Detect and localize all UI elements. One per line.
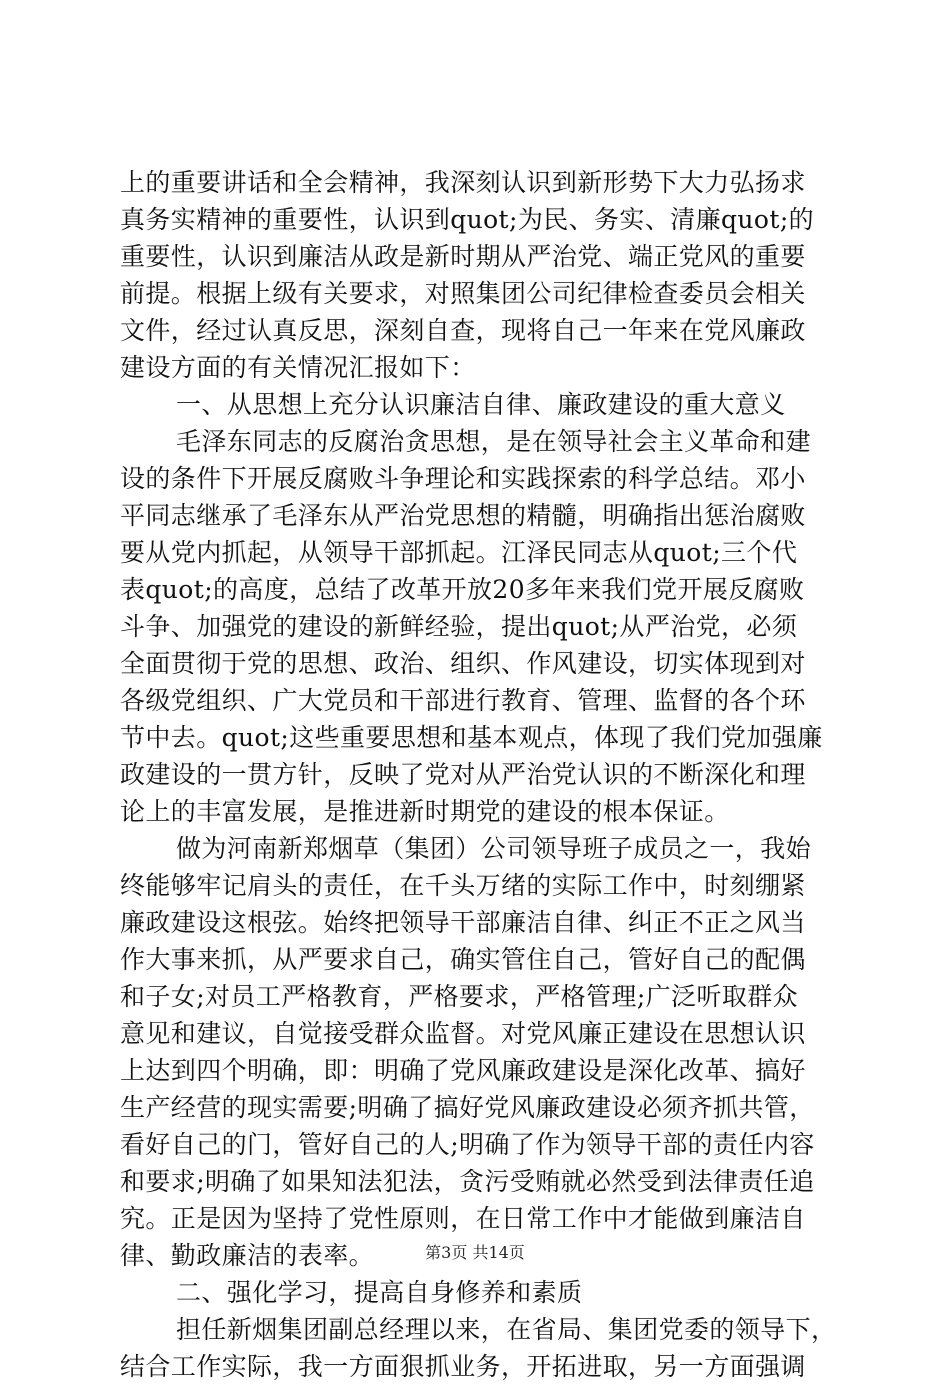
text-line: 斗争、加强党的建设的新鲜经验，提出quot;从严治党，必须: [120, 612, 798, 641]
text-line: 和子女;对员工严格教育，严格要求，严格管理;广泛听取群众: [120, 982, 799, 1011]
text-line: 看好自己的门，管好自己的人;明确了作为领导干部的责任内容: [120, 1130, 815, 1159]
text-line: 平同志继承了毛泽东从严治党思想的精髓，明确指出惩治腐败: [120, 501, 806, 530]
text-line: 一、从思想上充分认识廉洁自律、廉政建设的重大意义: [176, 390, 786, 419]
text-line: 各级党组织、广大党员和干部进行教育、管理、监督的各个环: [120, 686, 806, 715]
text-line: 全面贯彻于党的思想、政治、组织、作风建设，切实体现到对: [120, 649, 806, 678]
text-line: 政建设的一贯方针，反映了党对从严治党认识的不断深化和理: [120, 760, 806, 789]
text-line: 生产经营的现实需要;明确了搞好党风廉政建设必须齐抓共管，: [120, 1093, 815, 1122]
text-line: 前提。根据上级有关要求，对照集团公司纪律检查委员会相关: [120, 279, 806, 308]
text-line: 究。正是因为坚持了党性原则，在日常工作中才能做到廉洁自: [120, 1204, 806, 1233]
text-line: 上的重要讲话和全会精神，我深刻认识到新形势下大力弘扬求: [120, 168, 806, 197]
text-line: 要从党内抓起，从领导干部抓起。江泽民同志从quot;三个代: [120, 538, 798, 567]
page-footer: 第3页 共14页: [425, 1243, 525, 1262]
text-line: 担任新烟集团副总经理以来，在省局、集团党委的领导下，: [176, 1315, 837, 1344]
text-line: 文件，经过认真反思，深刻自查，现将自己一年来在党风廉政: [120, 316, 806, 345]
text-line: 论上的丰富发展，是推进新时期党的建设的根本保证。: [120, 797, 730, 826]
text-line: 真务实精神的重要性，认识到quot;为民、务实、清廉quot;的: [120, 205, 815, 234]
text-line: 终能够牢记肩头的责任，在千头万绪的实际工作中，时刻绷紧: [120, 871, 806, 900]
text-line: 上达到四个明确，即：明确了党风廉政建设是深化改革、搞好: [120, 1056, 806, 1085]
text-line: 二、强化学习，提高自身修养和素质: [176, 1278, 583, 1307]
text-line: 和要求;明确了如果知法犯法，贪污受贿就必然受到法律责任追: [120, 1167, 815, 1196]
text-line: 毛泽东同志的反腐治贪思想，是在领导社会主义革命和建: [176, 427, 812, 456]
text-line: 廉政建设这根弦。始终把领导干部廉洁自律、纠正不正之风当: [120, 908, 806, 937]
text-line: 结合工作实际，我一方面狠抓业务，开拓进取，另一方面强调: [120, 1352, 806, 1381]
text-line: 表quot;的高度，总结了改革开放20多年来我们党开展反腐败: [120, 575, 805, 604]
text-line: 意见和建议，自觉接受群众监督。对党风廉正建设在思想认识: [120, 1019, 806, 1048]
document-body: [120, 164, 840, 1385]
text-line: 重要性，认识到廉洁从政是新时期从严治党、端正党风的重要: [120, 242, 806, 271]
text-line: 做为河南新郑烟草（集团）公司领导班子成员之一，我始: [176, 834, 812, 863]
text-line: 建设方面的有关情况汇报如下：: [120, 353, 476, 382]
text-line: 节中去。quot;这些重要思想和基本观点，体现了我们党加强廉: [120, 723, 823, 752]
text-line: 设的条件下开展反腐败斗争理论和实践探索的科学总结。邓小: [120, 464, 806, 493]
text-line: 律、勤政廉洁的表率。: [120, 1241, 375, 1270]
text-line: 作大事来抓，从严要求自己，确实管住自己，管好自己的配偶: [120, 945, 806, 974]
